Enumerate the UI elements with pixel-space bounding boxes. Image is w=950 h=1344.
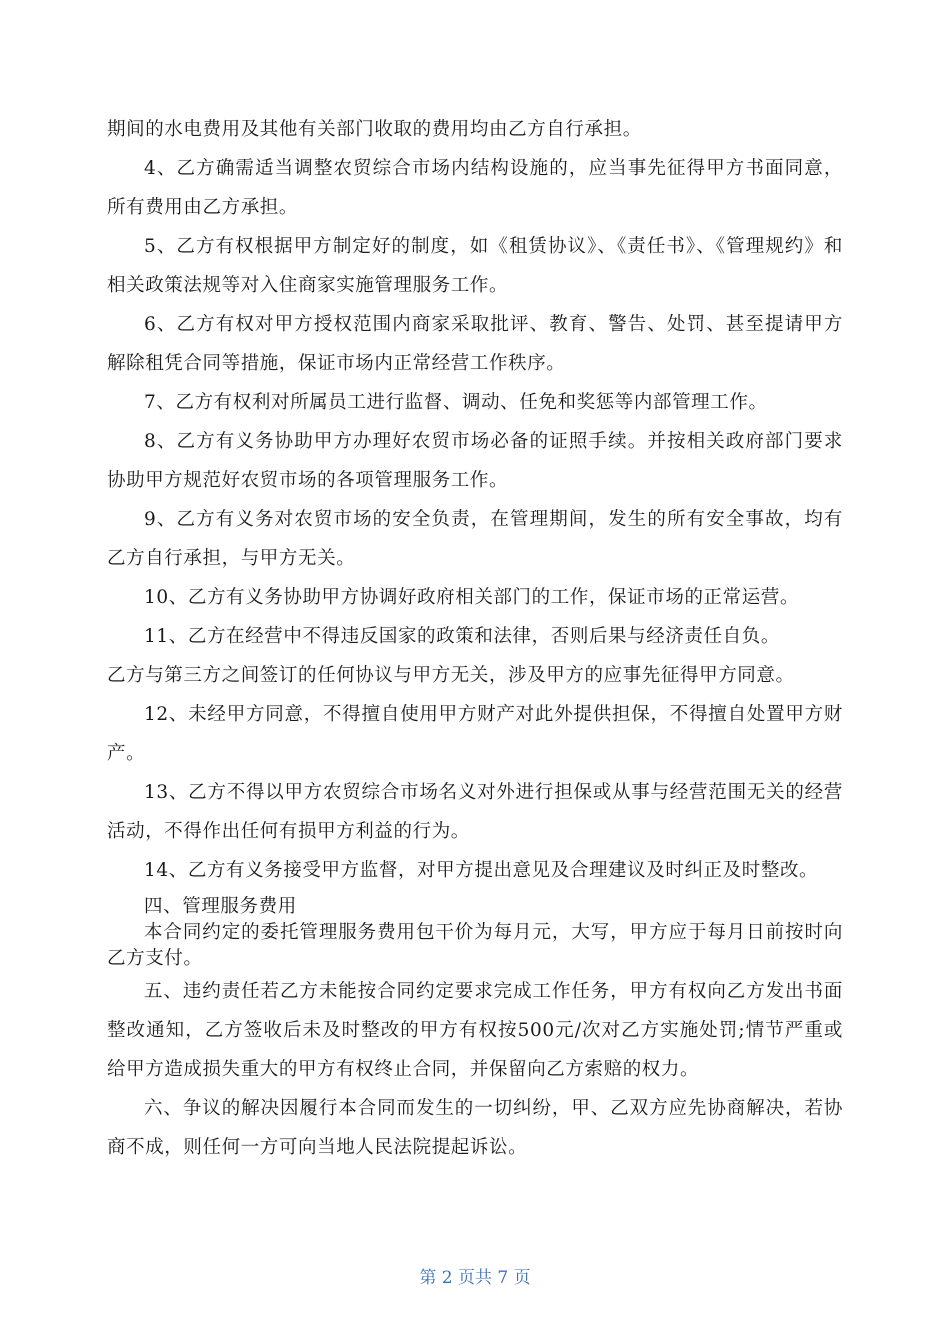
paragraph-continuation: 期间的水电费用及其他有关部门收取的费用均由乙方自行承担。 — [107, 119, 642, 140]
section-heading-fees: 四、管理服务费用 — [144, 896, 297, 917]
clause-4: 4、乙方确需适当调整农贸综合市场内结构设施的，应当事先征得甲方书面同意，所有费用由乙方承担。 — [107, 158, 843, 218]
clause-8: 8、乙方有义务协助甲方办理好农贸市场必备的证照手续。并按相关政府部门要求协助甲方规范好农贸市场的各项管理服务工作。 — [107, 431, 843, 491]
clause-14: 14、乙方有义务接受甲方监督，对甲方提出意见及合理建议及时纠正及时整改。 — [144, 860, 819, 881]
section-dispute-resolution: 六、争议的解决因履行本合同而发生的一切纠纷，甲、乙双方应先协商解决，若协商不成，则任何一方可向当地人民法院提起诉讼。 — [107, 1098, 843, 1158]
clause-12: 12、未经甲方同意，不得擅自使用甲方财产对此外提供担保，不得擅自处置甲方财产。 — [107, 704, 843, 764]
clause-13: 13、乙方不得以甲方农贸综合市场名义对外进行担保或从事与经营范围无关的经营活动，不得作出任何有损甲方利益的行为。 — [107, 782, 843, 842]
clause-9: 9、乙方有义务对农贸市场的安全负责，在管理期间，发生的所有安全事故，均有乙方自行承担，与甲方无关。 — [107, 509, 843, 569]
document-body — [107, 110, 843, 1167]
clause-5: 5、乙方有权根据甲方制定好的制度，如《租赁协议》、《责任书》、《管理规约》和相关政策法规等对入住商家实施管理服务工作。 — [107, 236, 843, 296]
fees-paragraph: 本合同约定的委托管理服务费用包干价为每月元，大写，甲方应于每月日前按时向乙方支付。 — [107, 922, 843, 969]
clause-11-continuation: 乙方与第三方之间签订的任何协议与甲方无关，涉及甲方的应事先征得甲方同意。 — [107, 665, 795, 686]
page-number-footer: 第 2 页共 7 页 — [419, 1268, 531, 1288]
clause-11: 11、乙方在经营中不得违反国家的政策和法律，否则后果与经济责任自负。 — [144, 626, 780, 647]
clause-7: 7、乙方有权利对所属员工进行监督、调动、任免和奖惩等内部管理工作。 — [144, 392, 768, 413]
clause-6: 6、乙方有权对甲方授权范围内商家采取批评、教育、警告、处罚、甚至提请甲方解除租凭合同等措施，保证市场内正常经营工作秩序。 — [107, 314, 843, 374]
clause-10: 10、乙方有义务协助甲方协调好政府相关部门的工作，保证市场的正常运营。 — [144, 587, 800, 608]
section-breach-liability: 五、违约责任若乙方未能按合同约定要求完成工作任务，甲方有权向乙方发出书面整改通知，乙方签收后未及时整改的甲方有权按500元/次对乙方实施处罚;情节严重或给甲方造成损失重大的甲方有权终止合同，并保留向乙方索赔的权力。 — [107, 981, 843, 1080]
